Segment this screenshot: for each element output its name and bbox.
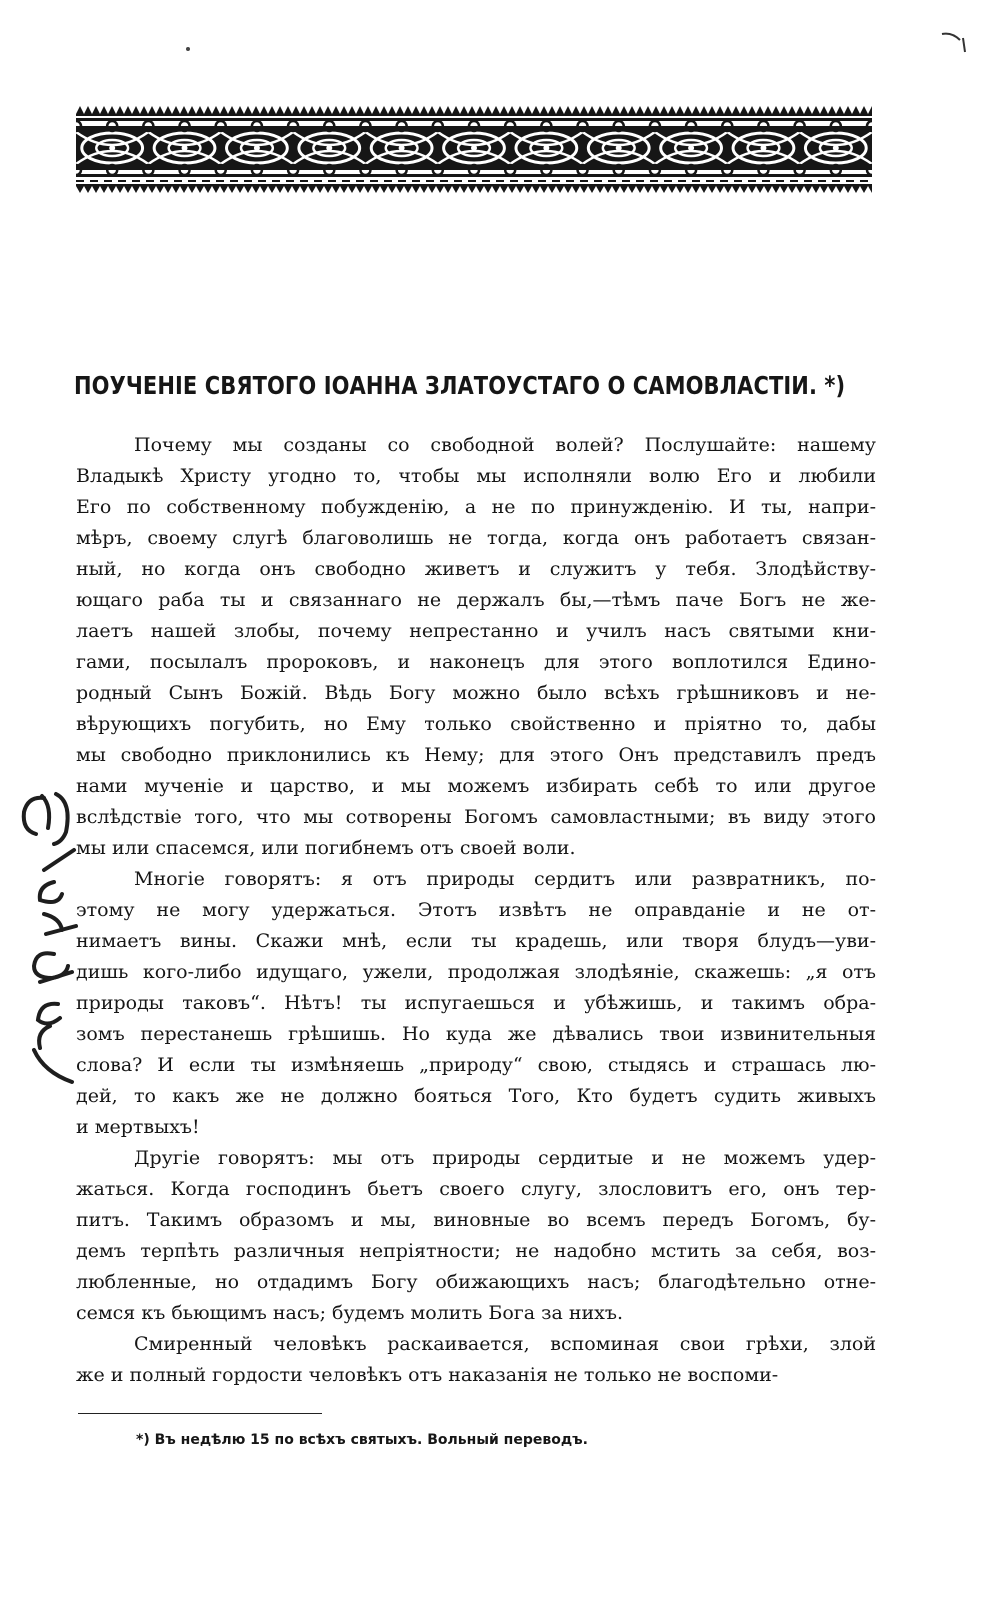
text-line: дей, то какъ же не должно бояться Того, Кто будетъ судить живыхъ (76, 1085, 876, 1107)
text-line: Его по собственному побужденію, а не по принужденію. И ты, напри- (76, 496, 876, 518)
text-line: жаться. Когда господинъ бьетъ своего слугу, злословитъ его, онъ тер- (76, 1178, 876, 1200)
handwritten-shelfmark (14, 782, 88, 1092)
text-line: гами, посылалъ пророковъ, и наконецъ для этого воплотился Едино- (76, 651, 876, 673)
paragraph (76, 1143, 876, 1329)
paragraph (76, 1329, 876, 1391)
text-line: Владыкѣ Христу угодно то, чтобы мы исполняли волю Его и любили (76, 465, 876, 487)
headpiece-ornament-svg (76, 100, 872, 196)
paragraph (76, 864, 876, 1143)
text-line: мѣръ, своему слугѣ благоволишь не тогда, когда онъ работаетъ связан- (76, 527, 876, 549)
text-line: нами мученіе и царство, и мы можемъ избирать себѣ то или другое (76, 775, 876, 797)
page-title: ПОУЧЕНІЕ СВЯТОГО ІОАННА ЗЛАТОУСТАГО О САМОВЛАСТІИ. *) (74, 371, 846, 400)
text-line: ющаго раба ты и связаннаго не держалъ бы,—тѣмъ паче Богъ не же- (76, 589, 876, 611)
footnote-rule (78, 1413, 322, 1414)
text-line: этому не могу удержаться. Этотъ извѣтъ не оправданіе и не от- (76, 899, 876, 921)
text-line: зомъ перестанешь грѣшишь. Но куда же дѣвались твои извинительныя (76, 1023, 876, 1045)
text-line: любленные, но отдадимъ Богу обижающихъ насъ; благодѣтельно отне- (76, 1271, 876, 1293)
text-line: вслѣдствіе того, что мы сотворены Богомъ самовластными; въ виду этого (76, 806, 876, 828)
text-line: Другіе говорятъ: мы отъ природы сердитые и не можемъ удер- (134, 1147, 876, 1169)
text-line: ный, но когда онъ свободно живетъ и служитъ у тебя. Злодѣйству- (76, 558, 876, 580)
text-line: и мертвыхъ! (76, 1116, 200, 1138)
text-line: мы или спасемся, или погибнемъ отъ своей воли. (76, 837, 576, 859)
text-line: питъ. Такимъ образомъ и мы, виновные во всемъ передъ Богомъ, бу- (76, 1209, 876, 1231)
text-line: лаетъ нашей злобы, почему непрестанно и училъ насъ святыми кни- (76, 620, 876, 642)
text-line: Почему мы созданы со свободной волей? Послушайте: нашему (134, 434, 876, 456)
ornamental-headpiece (76, 100, 872, 196)
text-line: слова? И если ты измѣняешь „природу“ свою, стыдясь и страшась лю- (76, 1054, 876, 1076)
text-line: природы таковъ“. Нѣтъ! ты испугаешься и убѣжишь, и такимъ обра- (76, 992, 876, 1014)
text-line: семся къ бьющимъ насъ; будемъ молить Бога за нихъ. (76, 1302, 623, 1324)
text-line: мы свободно приклонились къ Нему; для этого Онъ представилъ предъ (76, 744, 876, 766)
text-line: демъ терпѣть различныя непріятности; не надобно мстить за себя, воз- (76, 1240, 876, 1262)
ink-speck (186, 47, 190, 51)
text-line: Смиренный человѣкъ раскаивается, вспоминая свои грѣхи, злой (134, 1333, 876, 1355)
footnote: *) Въ недѣлю 15 по всѣхъ святыхъ. Вольный переводъ. (136, 1432, 588, 1448)
text-line: же и полный гордости человѣкъ отъ наказанія не только не воспоми- (76, 1364, 779, 1386)
paragraph (76, 430, 876, 864)
body-text (76, 430, 876, 1391)
text-line: Многіе говорятъ: я отъ природы сердитъ или развратникъ, по- (134, 868, 876, 890)
text-line: вѣрующихъ погубить, но Ему только свойственно и пріятно то, дабы (76, 713, 876, 735)
corner-pencil-mark (938, 28, 968, 56)
text-line: нимаетъ вины. Скажи мнѣ, если ты крадешь, или творя блудъ—уви- (76, 930, 876, 952)
text-line: родный Сынъ Божій. Вѣдь Богу можно было всѣхъ грѣшниковъ и не- (76, 682, 876, 704)
text-line: дишь кого-либо идущаго, ужели, продолжая злодѣяніе, скажешь: „я отъ (76, 961, 876, 983)
